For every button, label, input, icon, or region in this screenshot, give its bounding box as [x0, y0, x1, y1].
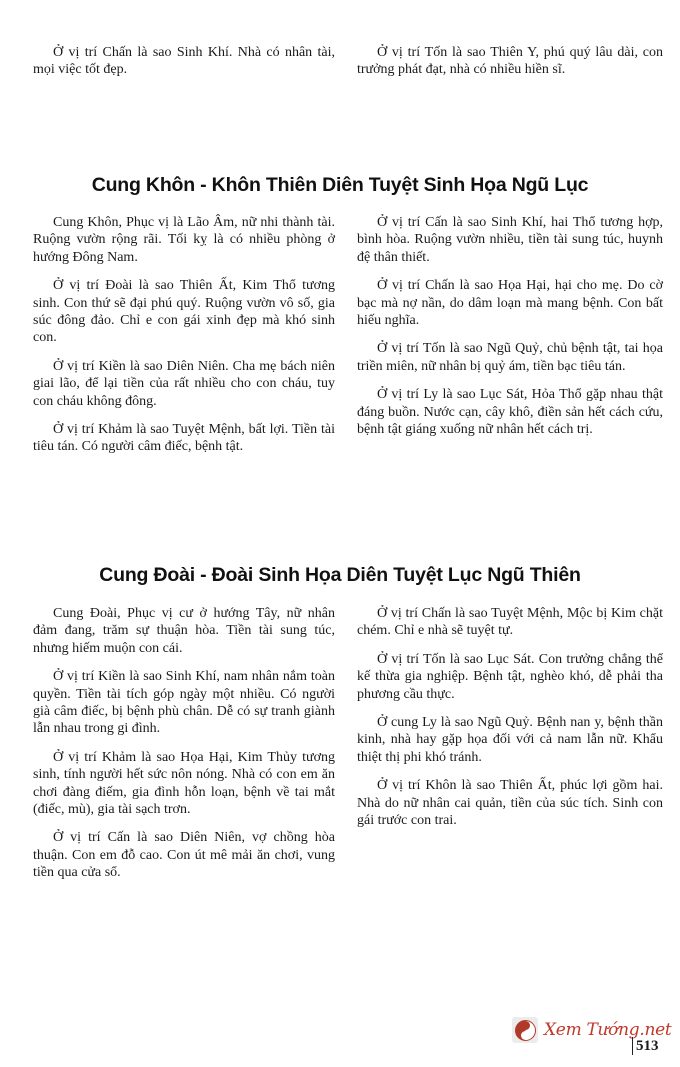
- paragraph: Ở vị trí Chấn là sao Họa Hại, hại cho mẹ. Do cờ bạc mà nợ nần, do dâm loạn mà mang bệnh. Con bất hiếu nghĩa.: [357, 278, 663, 329]
- paragraph: Ở cung Ly là sao Ngũ Quỷ. Bệnh nan y, bệnh thần kinh, nhà hay gặp họa đối với cả nam lẫn nữ. Khẩu thiệt thị phi khó tránh.: [357, 715, 663, 765]
- paragraph: Ở vị trí Tốn là sao Lục Sát. Con trưởng chẳng thể kế thừa gia nghiệp. Bệnh tật, nghèo khó, dễ phải tha phương cầu thực.: [357, 651, 663, 702]
- paragraph: Ở vị trí Tốn là sao Thiên Y, phú quý lâu dài, con trưởng phát đạt, nhà có nhiều hiền sĩ.: [357, 45, 663, 78]
- logo-mark: [512, 1017, 538, 1043]
- paragraph: Ở vị trí Ly là sao Lục Sát, Hỏa Thổ gặp nhau thật đáng buồn. Nước cạn, cây khô, điền sản hết cách cứu, bệnh tật giáng xuống nữ nhân hết cách trị.: [357, 387, 663, 438]
- intro-right-column: [357, 44, 663, 90]
- paragraph: Ở vị trí Kiền là sao Diên Niên. Cha mẹ bách niên giai lão, để lại tiền của rất nhiều cho con cháu, tuy con cháu không đông.: [33, 358, 335, 409]
- paragraph: Ở vị trí Cấn là sao Diên Niên, vợ chồng hòa thuận. Con em đỗ cao. Con út mê mải ăn chơi, vung tiền qua cửa sổ.: [33, 830, 335, 881]
- section-heading-cung-khon: Cung Khôn - Khôn Thiên Diên Tuyệt Sinh Họa Ngũ Lục: [91, 174, 589, 196]
- paragraph: Ở vị trí Khôn là sao Thiên Ất, phúc lợi gồm hai. Nhà do nữ nhân cai quản, tiền của súc tích. Sinh con gái trước con trai.: [357, 778, 663, 829]
- paragraph: Ở vị trí Cấn là sao Sinh Khí, hai Thổ tương hợp, bình hòa. Ruộng vườn nhiều, tiền tài sung túc, huynh đệ thân thiết.: [357, 215, 663, 265]
- watermark-text: Xem Tướng.net: [544, 1020, 672, 1040]
- cung-khon-left-column: [33, 214, 335, 467]
- page-number: 513: [632, 1037, 659, 1055]
- paragraph: Ở vị trí Kiền là sao Sinh Khí, nam nhân nắm toàn quyền. Tiền tài tích góp ngày một nhiều. Có người già câm điếc, bị bệnh phù chân. Dễ có sự tranh giành lẫn nhau trong gi đình.: [33, 669, 335, 737]
- paragraph: Ở vị trí Khảm là sao Họa Hại, Kim Thủy tương sinh, tính người hết sức nôn nóng. Nhà có con em ăn chơi đàng điếm, gia đình hỗn loạn, bệnh về tai mắt (điếc, mù), gia tài sạch trơn.: [33, 749, 335, 818]
- intro-left-column: [33, 44, 335, 90]
- section-heading-cung-doai: Cung Đoài - Đoài Sinh Họa Diên Tuyệt Lục Ngũ Thiên: [99, 564, 581, 586]
- yin-yang-icon: [515, 1020, 536, 1041]
- paragraph: Ở vị trí Tốn là sao Ngũ Quỷ, chủ bệnh tật, tai họa triền miên, nữ nhân bị quỷ ám, tiền bạc tiêu tán.: [357, 341, 663, 374]
- paragraph: Ở vị trí Khảm là sao Tuyệt Mệnh, bất lợi. Tiền tài tiêu tán. Có người câm điếc, bệnh tật.: [33, 422, 335, 455]
- paragraph: Ở vị trí Chấn là sao Tuyệt Mệnh, Mộc bị Kim chặt chém. Chỉ e nhà sẽ tuyệt tự.: [357, 606, 663, 639]
- cung-doai-right-column: [357, 605, 663, 840]
- cung-doai-left-column: [33, 605, 335, 893]
- paragraph: Ở vị trí Chấn là sao Sinh Khí. Nhà có nhân tài, mọi việc tốt đẹp.: [33, 45, 335, 78]
- paragraph: Ở vị trí Đoài là sao Thiên Ất, Kim Thổ tương sinh. Con thứ sẽ đại phú quý. Ruộng vườn vô số, gia súc đông đảo. Chỉ e con gái xinh đẹp mà khó sinh con.: [33, 278, 335, 346]
- paragraph: Cung Khôn, Phục vị là Lão Âm, nữ nhi thành tài. Ruộng vườn rộng rãi. Tối kỵ là có nhiều phòng ở hướng Đông Nam.: [33, 215, 335, 265]
- paragraph: Cung Đoài, Phục vị cư ở hướng Tây, nữ nhân đảm đang, trăm sự thuận hòa. Tiền tài sung túc, nhưng hiếm muộn con cái.: [33, 606, 335, 656]
- cung-khon-right-column: [357, 214, 663, 449]
